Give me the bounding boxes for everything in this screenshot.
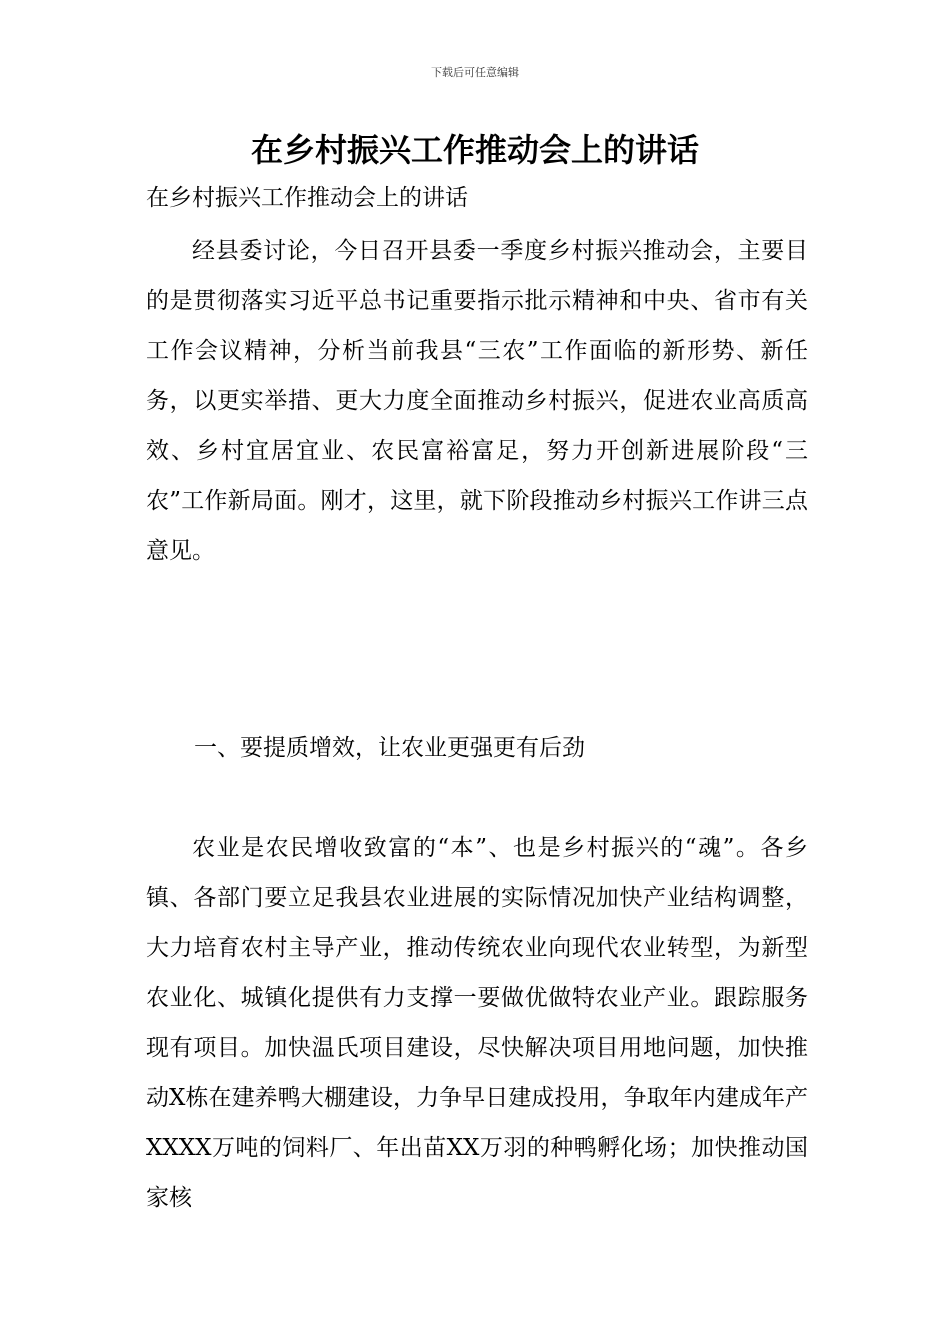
section-heading-1: 一、要提质增效，让农业更强更有后劲	[194, 735, 585, 761]
paragraph-section-1: 农业是农民增收致富的“本”、也是乡村振兴的“魂”。各乡镇、各部门要立足我县农业进展的实际情况加快产业结构调整，大力培育农村主导产业，推动传统农业向现代农业转型，为新型农业化、城镇化提供有力支撑一要做优做特农业产业。跟踪服务现有项目。加快温氏项目建设，尽快解决项目用地问题，加快推动X栋在建养鸭大棚建设，力争早日建成投用，争取年内建成年产XXXX万吨的饲料厂、年出苗XX万羽的种鸭孵化场；加快推动国家核	[146, 835, 808, 1211]
header-note: 下载后可任意编辑	[431, 66, 519, 79]
document-title: 在乡村振兴工作推动会上的讲话	[250, 131, 699, 169]
document-subtitle: 在乡村振兴工作推动会上的讲话	[146, 185, 468, 211]
paragraph-introduction: 经县委讨论，今日召开县委一季度乡村振兴推动会，主要目的是贯彻落实习近平总书记重要指示批示精神和中央、省市有关工作会议精神，分析当前我县“三农”工作面临的新形势、新任务，以更实举措、更大力度全面推动乡村振兴，促进农业高质高效、乡村宜居宜业、农民富裕富足，努力开创新进展阶段“三农”工作新局面。刚才，这里，就下阶段推动乡村振兴工作讲三点意见。	[146, 238, 808, 564]
